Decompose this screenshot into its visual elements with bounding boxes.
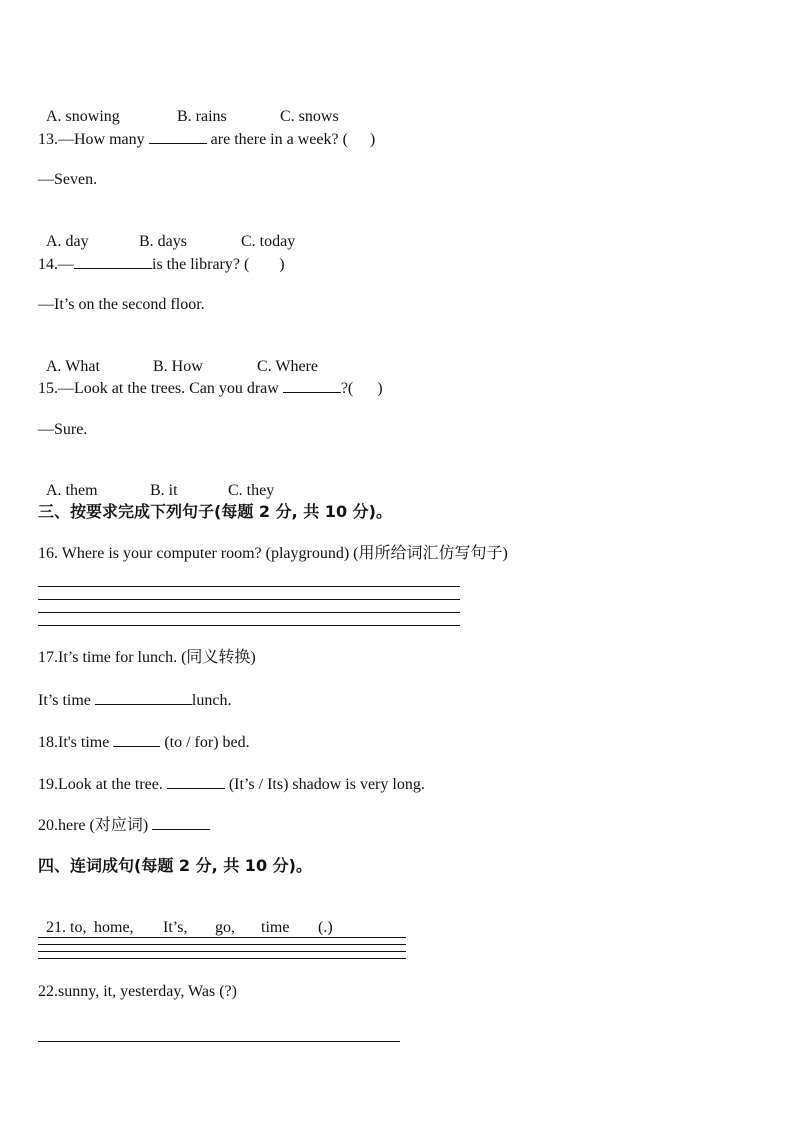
q21-answer-line-1[interactable] xyxy=(38,937,406,938)
q14-option-a[interactable]: A. What xyxy=(46,358,100,375)
q13-answer: —Seven. xyxy=(38,171,98,188)
q13-blank[interactable] xyxy=(149,129,207,144)
q18-blank[interactable] xyxy=(113,732,160,747)
q12-options xyxy=(38,87,339,127)
q17-question: 17.It’s time for lunch. (同义转换) xyxy=(38,649,256,666)
q14-prefix: 14.— xyxy=(38,256,74,273)
q21-word: go, xyxy=(215,919,235,936)
q17-rewrite-prefix: It’s time xyxy=(38,692,91,709)
q16-question: 16. Where is your computer room? (playground) (用所给词汇仿写句子) xyxy=(38,545,508,562)
q14-question xyxy=(38,254,285,275)
q14-options xyxy=(38,337,318,377)
q12-option-b[interactable]: B. rains xyxy=(177,108,227,125)
q17-rewrite xyxy=(38,690,231,711)
q21-question xyxy=(38,898,333,938)
q19-suffix: (It’s / Its) shadow is very long. xyxy=(228,776,425,793)
q21-word: time xyxy=(261,919,290,936)
q21-word: (.) xyxy=(318,919,333,936)
q13-prefix: 13.—How many xyxy=(38,131,145,148)
q21-word: It’s, xyxy=(163,919,188,936)
q15-blank[interactable] xyxy=(283,378,341,393)
q15-option-c[interactable]: C. they xyxy=(228,482,275,499)
q13-option-c[interactable]: C. today xyxy=(241,233,296,250)
q13-option-b[interactable]: B. days xyxy=(139,233,187,250)
q22-answer-line[interactable] xyxy=(38,1041,400,1042)
q16-answer-line-4[interactable] xyxy=(38,625,460,626)
q14-option-b[interactable]: B. How xyxy=(153,358,203,375)
q16-answer-line-2[interactable] xyxy=(38,599,460,600)
q17-blank[interactable] xyxy=(95,690,192,705)
q15-options xyxy=(38,461,274,501)
section-3-title: 三、按要求完成下列句子(每题 2 分, 共 10 分)。 xyxy=(38,502,392,521)
q21-word: 21. to, xyxy=(46,919,87,936)
q19-prefix: 19.Look at the tree. xyxy=(38,776,163,793)
q18-prefix: 18.It's time xyxy=(38,734,110,751)
q14-blank[interactable] xyxy=(74,254,152,269)
q13-close: ) xyxy=(369,131,376,148)
q21-answer-line-4[interactable] xyxy=(38,958,406,959)
q15-option-b[interactable]: B. it xyxy=(150,482,178,499)
q13-suffix: are there in a week? ( xyxy=(210,131,348,148)
q14-answer: —It’s on the second floor. xyxy=(38,296,205,313)
q16-answer-line-3[interactable] xyxy=(38,612,460,613)
q14-option-c[interactable]: C. Where xyxy=(257,358,319,375)
q19-question xyxy=(38,774,425,795)
q21-answer-line-3[interactable] xyxy=(38,951,406,952)
q18-question xyxy=(38,732,250,753)
q21-answer-line-2[interactable] xyxy=(38,944,406,945)
q20-blank[interactable] xyxy=(152,815,210,830)
q20-prefix: 20.here (对应词) xyxy=(38,817,149,834)
q19-blank[interactable] xyxy=(167,774,225,789)
q12-option-c[interactable]: C. snows xyxy=(280,108,339,125)
q13-question xyxy=(38,129,375,150)
q15-close: ) xyxy=(377,380,383,397)
q20-question xyxy=(38,815,210,836)
q22-question: 22.sunny, it, yesterday, Was (?) xyxy=(38,983,237,1000)
section-4-title: 四、连词成句(每题 2 分, 共 10 分)。 xyxy=(38,856,312,875)
q21-word: home, xyxy=(94,919,134,936)
q14-suffix: is the library? ( xyxy=(152,256,250,273)
q15-answer: —Sure. xyxy=(38,421,88,438)
q12-option-a[interactable]: A. snowing xyxy=(46,108,120,125)
q15-option-a[interactable]: A. them xyxy=(46,482,98,499)
q17-rewrite-suffix: lunch. xyxy=(191,692,232,709)
q16-answer-line-1[interactable] xyxy=(38,586,460,587)
q18-suffix: (to / for) bed. xyxy=(164,734,250,751)
q15-question xyxy=(38,378,383,399)
q13-option-a[interactable]: A. day xyxy=(46,233,89,250)
q13-options xyxy=(38,212,295,252)
q14-close: ) xyxy=(279,256,285,273)
q15-suffix: ?( xyxy=(340,380,354,397)
q15-prefix: 15.—Look at the trees. Can you draw xyxy=(38,380,279,397)
